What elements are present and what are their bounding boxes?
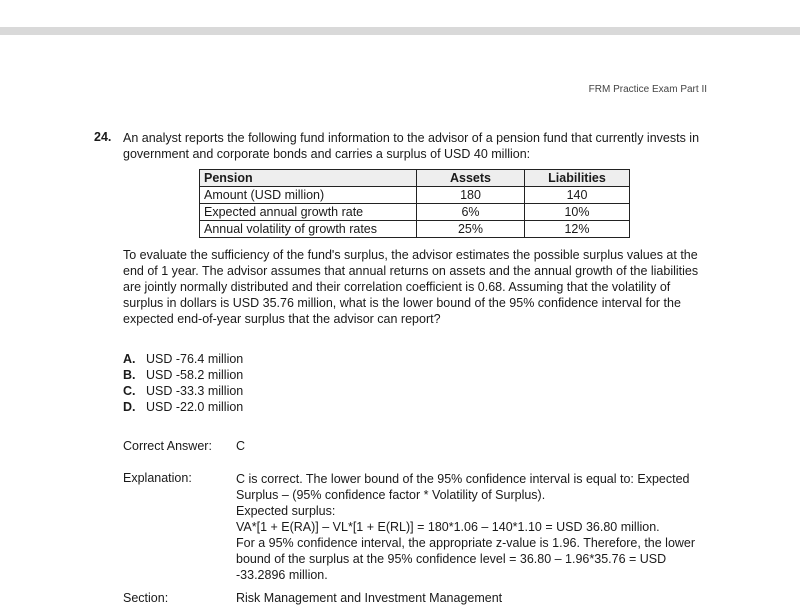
explanation-line: For a 95% confidence interval, the appropriate z-value is 1.96. Therefore, the lower bound of the surplus at the 95% confidence level = 36.80 – 1.96*35.76 = USD -33.2896 million.: [236, 536, 696, 582]
section-value: Risk Management and Investment Management: [236, 591, 503, 605]
option-letter: B.: [123, 368, 136, 382]
option-b: [123, 367, 243, 383]
pension-table: [199, 169, 630, 238]
table-cell: 12%: [525, 221, 630, 238]
option-a: [123, 351, 243, 367]
table-cell: Amount (USD million): [200, 187, 417, 204]
option-c: [123, 383, 243, 399]
explanation-line: C is correct. The lower bound of the 95% confidence interval is equal to: Expected Surplus – (95% confidence factor * Volatility of Surplus).: [236, 472, 690, 502]
section-label: Section:: [123, 591, 169, 605]
document-page: [0, 35, 800, 605]
correct-answer-label: Correct Answer:: [123, 439, 212, 453]
table-cell: 140: [525, 187, 630, 204]
question-body: To evaluate the sufficiency of the fund's surplus, the advisor estimates the possible surplus values at the end of 1 year. The advisor assumes that annual returns on assets and the annual growth of the liabilities are jointly normally distributed and their correlation coefficient is 0.68. Assuming that the volatility of surplus in dollars is USD 35.76 million, what is the lower bound of the 95% confidence interval for the expected end-of-year surplus that the advisor can report?: [123, 248, 699, 326]
table-row: [200, 187, 630, 204]
table-header-cell: Liabilities: [525, 170, 630, 187]
table-cell: 6%: [417, 204, 525, 221]
table-cell: 25%: [417, 221, 525, 238]
option-letter: C.: [123, 384, 136, 398]
answer-options: [123, 351, 243, 415]
option-letter: A.: [123, 352, 136, 366]
table-row: [200, 221, 630, 238]
table-cell: Annual volatility of growth rates: [200, 221, 417, 238]
option-text: USD -58.2 million: [146, 368, 244, 382]
table-header-cell: Assets: [417, 170, 525, 187]
explanation-line: Expected surplus:: [236, 504, 336, 518]
question-intro: An analyst reports the following fund information to the advisor of a pension fund that currently invests in government and corporate bonds and carries a surplus of USD 40 million:: [123, 131, 700, 161]
option-text: USD -33.3 million: [146, 384, 244, 398]
table-cell: Expected annual growth rate: [200, 204, 417, 221]
top-scroll-bar: [0, 27, 800, 35]
table-row: [200, 204, 630, 221]
option-d: [123, 399, 243, 415]
table-cell: 180: [417, 187, 525, 204]
table-cell: 10%: [525, 204, 630, 221]
correct-answer-value: C: [236, 439, 246, 453]
option-text: USD -76.4 million: [146, 352, 244, 366]
table-header-row: [200, 170, 630, 187]
explanation-label: Explanation:: [123, 471, 192, 485]
option-text: USD -22.0 million: [146, 400, 244, 414]
table-header-cell: Pension: [200, 170, 417, 187]
page-header: FRM Practice Exam Part II: [588, 84, 707, 95]
explanation-body: [236, 471, 716, 583]
question-number: 24.: [94, 130, 112, 144]
explanation-formula: VA*[1 + E(RA)] – VL*[1 + E(RL)] = 180*1.06 – 140*1.10 = USD 36.80 million.: [236, 520, 660, 534]
option-letter: D.: [123, 400, 136, 414]
